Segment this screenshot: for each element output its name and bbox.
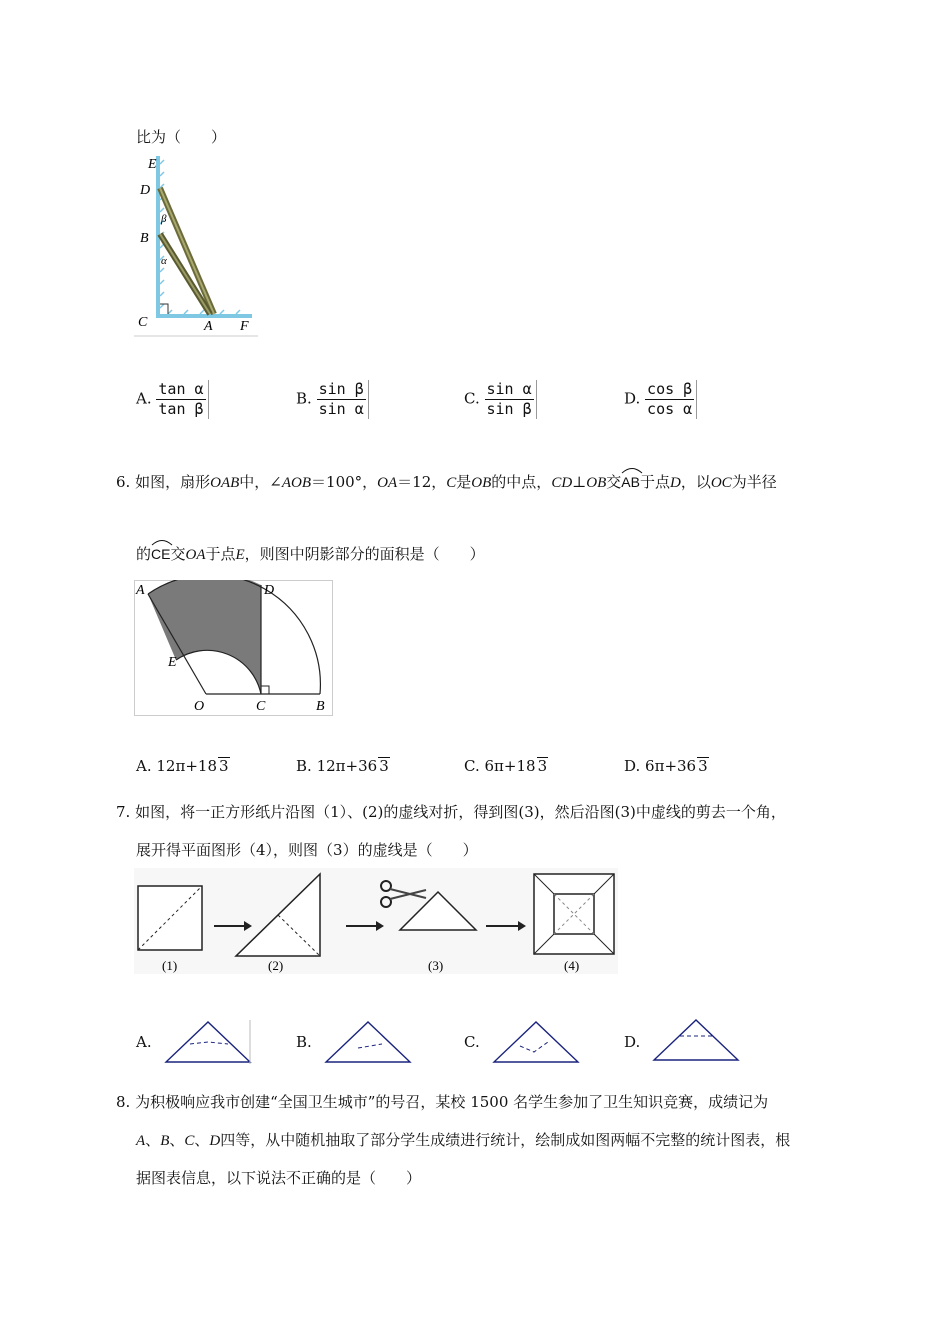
- q5-label-f: F: [240, 319, 249, 334]
- option-fraction: $\frac{\text{sin β}}{\text{sin α}}$: [317, 380, 369, 419]
- q6-label-c: C: [256, 699, 266, 714]
- q6-label-b: B: [316, 699, 325, 714]
- q7-option-b-letter: B.: [296, 1033, 312, 1051]
- arc-ab-symbol: AB: [621, 466, 640, 492]
- q5-option-a: [136, 380, 209, 419]
- q5-label-a: A: [204, 319, 213, 334]
- q7-option-d-figure: [650, 1016, 742, 1064]
- option-letter: B.: [296, 389, 312, 408]
- q6-option-a: A. 12π+18 3: [136, 757, 229, 775]
- option-fraction: $\frac{\text{cos β}}{\text{cos α}}$: [645, 380, 697, 419]
- q5-label-alpha: α: [161, 255, 167, 267]
- q6-label-a: A: [136, 583, 145, 598]
- q6-option-d: D. 6π+36 3: [624, 757, 708, 775]
- q7-option-a-letter: A.: [136, 1033, 152, 1051]
- q7-option-c-letter: C.: [464, 1033, 480, 1051]
- q7-option-c-figure: [490, 1018, 582, 1066]
- q7-option-a-figure: [162, 1018, 254, 1066]
- q5-stem-tail: 比为（ ）: [136, 128, 227, 146]
- q7-option-b-figure: [322, 1018, 414, 1066]
- sqrt-symbol: 3: [698, 757, 708, 775]
- option-letter: A.: [136, 389, 152, 408]
- q6-stem-line2: 的 CE交OA于点E，则图中阴影部分的面积是（ ）: [136, 538, 485, 565]
- option-letter: C.: [464, 389, 480, 408]
- q7-caption-4: (4): [564, 958, 580, 973]
- q5-label-d: D: [140, 183, 151, 198]
- option-fraction: $\frac{\text{sin α}}{\text{sin β}}$: [485, 380, 537, 419]
- q6-stem-line1: 6. 如图，扇形OAB中，∠AOB＝100°，OA＝12，C是OB的中点，CD⊥OB交 AB于点D，以OC为半径: [116, 466, 777, 493]
- q8-stem-line2: A、B、C、D四等，从中随机抽取了部分学生成绩进行统计，绘制成如图两幅不完整的统计图表，根: [136, 1131, 791, 1149]
- q7-caption-3: (3): [428, 958, 444, 973]
- q7-caption-2: (2): [268, 958, 284, 973]
- q6-label-e: E: [168, 655, 177, 670]
- q8-stem-line1: 8. 为积极响应我市创建“全国卫生城市”的号召，某校 1500 名学生参加了卫生知识竞赛，成绩记为: [116, 1093, 769, 1111]
- q5-label-e: E: [148, 157, 157, 172]
- q5-option-b: [296, 380, 369, 419]
- option-letter: D.: [624, 389, 641, 408]
- q7-stem-line2: 展开得平面图形（4），则图（3）的虚线是（ ）: [136, 841, 478, 859]
- option-fraction: $\frac{\text{tan α}}{\text{tan β}}$: [156, 380, 208, 419]
- q5-option-d: [624, 380, 697, 419]
- q6-option-c: C. 6π+18 3: [464, 757, 548, 775]
- q5-option-c: [464, 380, 537, 419]
- q6-option-b: B. 12π+36 3: [296, 757, 389, 775]
- q6-sector-figure: [134, 580, 334, 718]
- arc-ce-symbol: CE: [151, 538, 170, 564]
- q5-label-beta: β: [161, 213, 167, 225]
- q7-folding-figure: [134, 868, 618, 976]
- sqrt-symbol: 3: [219, 757, 229, 775]
- q7-option-d-letter: D.: [624, 1033, 641, 1051]
- sqrt-symbol: 3: [379, 757, 389, 775]
- q6-label-o: O: [194, 699, 205, 714]
- q5-ladder-figure: [134, 152, 260, 338]
- q5-label-b: B: [140, 231, 149, 246]
- sqrt-symbol: 3: [537, 757, 548, 775]
- q6-label-d: D: [264, 583, 275, 598]
- q7-stem-line1: 7. 如图，将一正方形纸片沿图（1）、(2)的虚线对折，得到图(3)，然后沿图(3)中虚线的剪去一个角，: [116, 803, 786, 821]
- q7-caption-1: (1): [162, 958, 178, 973]
- q8-stem-line3: 据图表信息，以下说法不正确的是（ ）: [136, 1169, 422, 1187]
- q5-label-c: C: [138, 315, 148, 330]
